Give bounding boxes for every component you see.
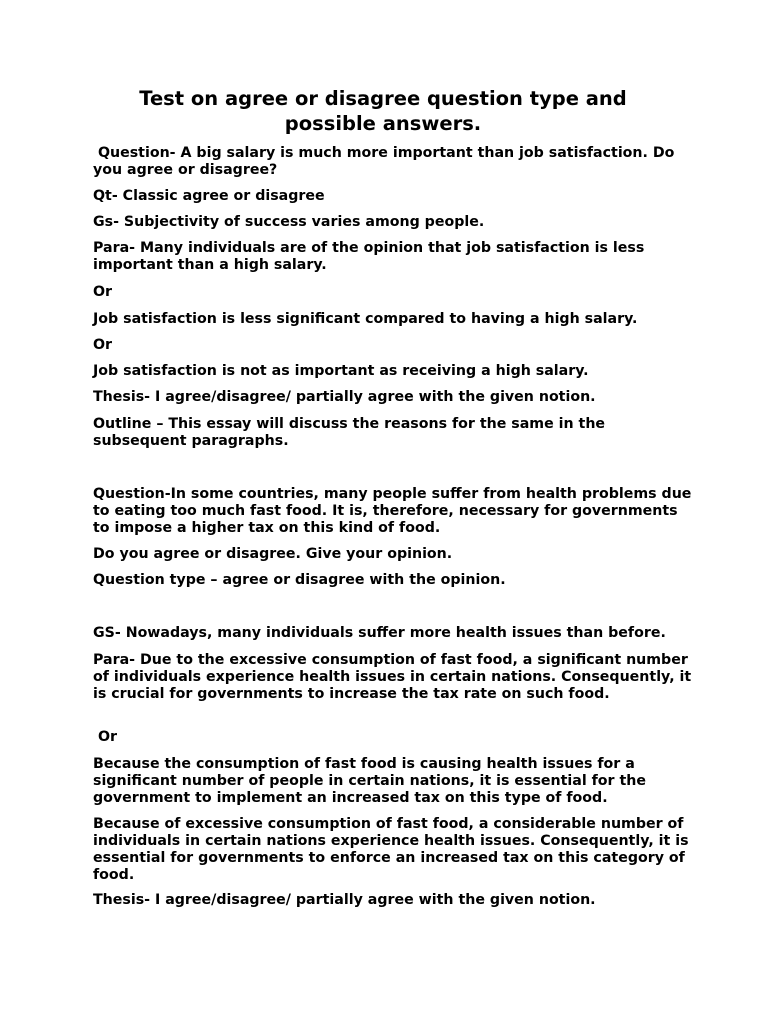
outline-1: Outline – This essay will discuss the reasons for the same in the subsequent paragraphs. xyxy=(93,416,606,449)
question-type-1: Qt- Classic agree or disagree xyxy=(93,188,325,204)
page-title: Test on agree or disagree question type and possible answers. xyxy=(139,87,627,135)
paraphrase-1: Para- Many individuals are of the opinion that job satisfaction is less important than a high salary. xyxy=(93,240,645,273)
question-type-2: Question type – agree or disagree with the opinion. xyxy=(93,572,506,588)
paraphrase-2-alt-a: Because the consumption of fast food is causing health issues for a significant number of people in certain nations, it is essential for the government to implement an increased tax on this type of food. xyxy=(93,756,646,806)
thesis-1: Thesis- I agree/disagree/ partially agree with the given notion. xyxy=(93,389,596,405)
question-1: Question- A big salary is much more important than job satisfaction. Do you agree or disagree? xyxy=(93,145,680,178)
question-2: Question-In some countries, many people suffer from health problems due to eating too much fast food. It is, therefore, necessary for governments to impose a higher tax on this kind of food. xyxy=(93,486,692,536)
question-2-prompt: Do you agree or disagree. Give your opinion. xyxy=(93,546,453,562)
or-separator: Or xyxy=(93,729,118,745)
general-statement-2: GS- Nowadays, many individuals suffer more health issues than before. xyxy=(93,625,666,641)
or-separator: Or xyxy=(93,337,113,353)
paraphrase-2: Para- Due to the excessive consumption of fast food, a significant number of individuals experience health issues in certain nations. Consequently, it is crucial for governments to increase the tax rate on such food. xyxy=(93,652,692,702)
paraphrase-1-alt-b: Job satisfaction is not as important as receiving a high salary. xyxy=(93,363,589,379)
paraphrase-1-alt-a: Job satisfaction is less significant compared to having a high salary. xyxy=(93,311,638,327)
paraphrase-2-alt-b: Because of excessive consumption of fast food, a considerable number of individuals in certain nations experience health issues. Consequently, it is essential for governments to enforce an increased tax on this category of food. xyxy=(93,816,689,883)
general-statement-1: Gs- Subjectivity of success varies among people. xyxy=(93,214,485,230)
or-separator: Or xyxy=(93,284,113,300)
thesis-2: Thesis- I agree/disagree/ partially agree with the given notion. xyxy=(93,892,596,908)
